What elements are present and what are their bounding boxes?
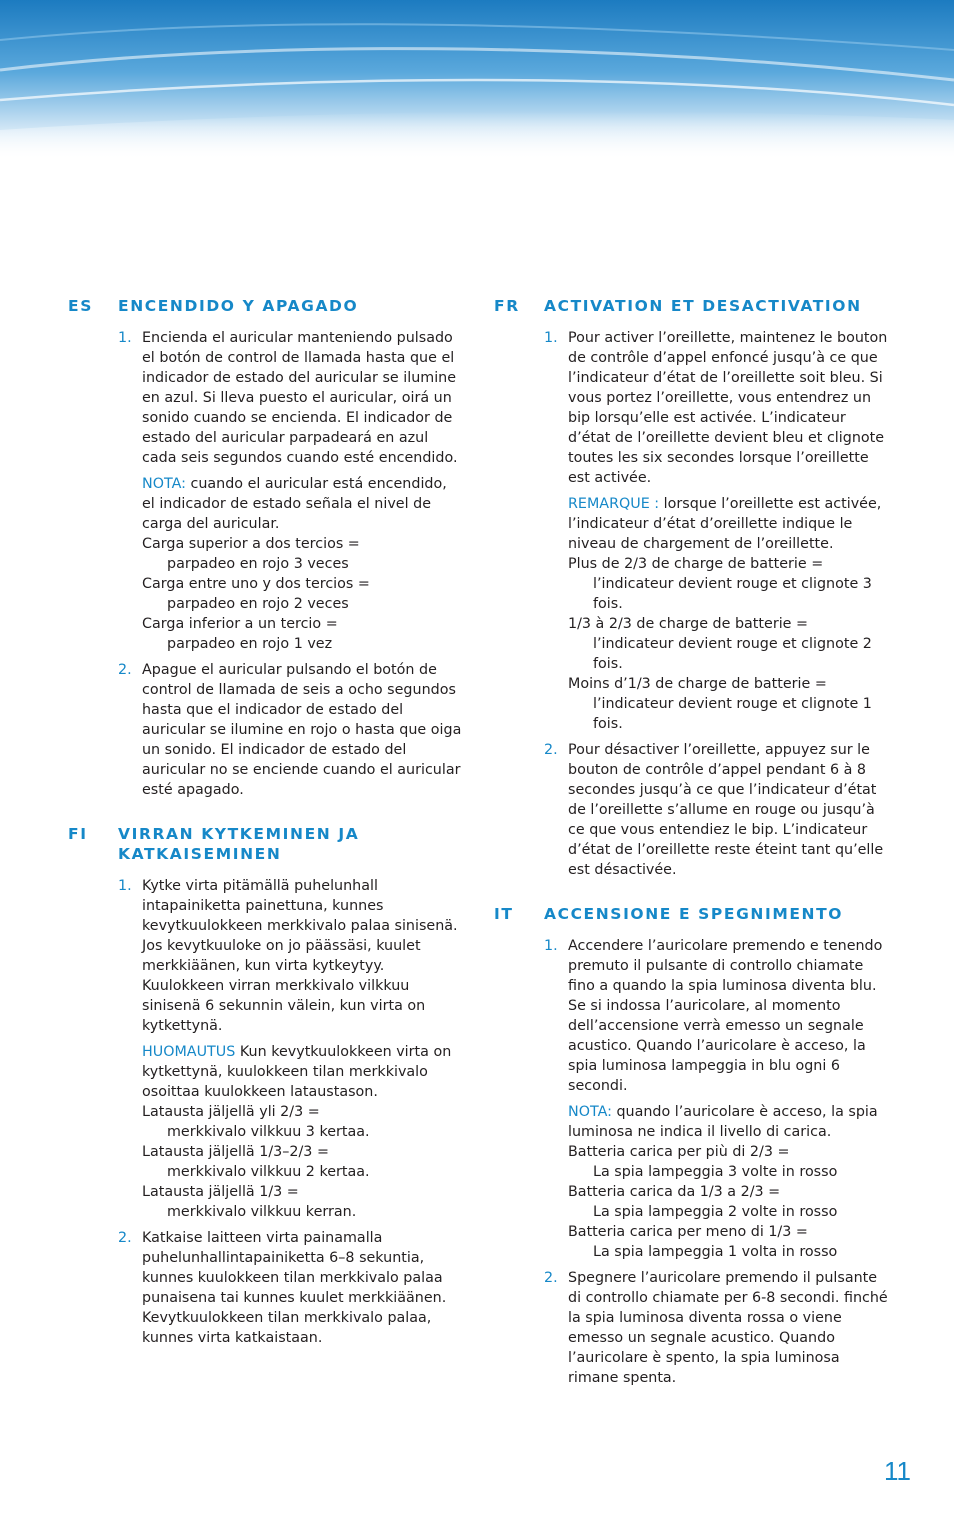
- step-body: [568, 328, 889, 734]
- charge-level-condition: Latausta jäljellä yli 2/3 =: [142, 1104, 320, 1120]
- section-title: ENCENDIDO Y APAGADO: [118, 297, 359, 315]
- step-item: [118, 876, 463, 1222]
- note-label: NOTA:: [568, 1104, 612, 1120]
- charge-level-condition: Moins d’1/3 de charge de batterie =: [568, 676, 827, 692]
- charge-level-condition: Carga superior a dos tercios =: [142, 536, 360, 552]
- section-fr: [494, 296, 889, 880]
- language-code: FI: [68, 825, 88, 843]
- charge-level-condition: Carga entre uno y dos tercios =: [142, 576, 370, 592]
- step-text: Pour activer l’oreillette, maintenez le bouton de contrôle d’appel enfoncé jusqu’à ce que l’indicateur d’état de l’oreillette soit bleu. Si vous portez l’oreillette, vous entendrez un bip lorsqu’elle est activée. L’indicateur d’état de l’oreillette devient bleu et clignote toutes les six secondes lorsque l’oreillette est activée.: [568, 330, 888, 486]
- steps-list: [544, 936, 889, 1388]
- section-title: ACCENSIONE E SPEGNIMENTO: [544, 905, 844, 923]
- page-number: 11: [884, 1456, 911, 1486]
- charge-level-condition: Batteria carica per meno di 1/3 =: [568, 1224, 808, 1240]
- charge-level-result: La spia lampeggia 1 volta in rosso: [593, 1244, 838, 1260]
- charge-level-result: merkkivalo vilkkuu 2 kertaa.: [167, 1164, 370, 1180]
- step-number: 1.: [118, 330, 132, 346]
- section-es: [68, 296, 463, 800]
- charge-level-condition: Batteria carica per più di 2/3 =: [568, 1144, 790, 1160]
- note-label: HUOMAUTUS: [142, 1044, 236, 1060]
- step-item: [544, 936, 889, 1262]
- charge-level-result: merkkivalo vilkkuu kerran.: [167, 1204, 357, 1220]
- charge-level-condition: Latausta jäljellä 1/3 =: [142, 1184, 299, 1200]
- step-body: [568, 936, 889, 1262]
- language-code: FR: [494, 297, 520, 315]
- step-text: Accendere l’auricolare premendo e tenendo premuto il pulsante di controllo chiamate fino a quando la spia luminosa diventa blu. Se si indossa l’auricolare, al momento dell’accensione verrà emesso un segnale acustico. Quando l’auricolare è acceso, la spia luminosa lampeggia in blu ogni 6 secondi.: [568, 938, 883, 1094]
- charge-level-result: l’indicateur devient rouge et clignote 3 fois.: [593, 576, 872, 612]
- note-label: REMARQUE :: [568, 496, 660, 512]
- charge-level-result: l’indicateur devient rouge et clignote 2 fois.: [593, 636, 872, 672]
- step-body: [568, 740, 889, 880]
- charge-level-result: parpadeo en rojo 3 veces: [167, 556, 349, 572]
- section-title: ACTIVATION ET DESACTIVATION: [544, 297, 862, 315]
- note-text: cuando el auricular está encendido, el indicador de estado señala el nivel de carga del auricular.: [142, 476, 447, 532]
- charge-level-result: La spia lampeggia 3 volte in rosso: [593, 1164, 838, 1180]
- header-wave-banner: [0, 0, 954, 160]
- note: [142, 1042, 463, 1102]
- note: [568, 1102, 889, 1142]
- note: [142, 474, 463, 534]
- step-number: 1.: [544, 330, 558, 346]
- step-text: Apague el auricular pulsando el botón de control de llamada de seis a ocho segundos hasta que el indicador de estado del auricular se ilumine en rojo o hasta que oiga un sonido. El indicador de estado del auricular no se enciende cuando el auricular esté apagado.: [142, 662, 462, 798]
- step-text: Spegnere l’auricolare premendo il pulsante di controllo chiamate per 6-8 secondi. finché la spia luminosa diventa rossa o viene emesso un segnale acustico. Quando l’auricolare è spento, la spia luminosa rimane spenta.: [568, 1270, 888, 1386]
- note-text: Kun kevytkuulokkeen virta on kytkettynä, kuulokkeen tilan merkkivalo osoittaa kuulokkeen lataustason.: [142, 1044, 452, 1100]
- charge-level-condition: Plus de 2/3 de charge de batterie =: [568, 556, 824, 572]
- step-item: [544, 740, 889, 880]
- step-item: [118, 1228, 463, 1348]
- section-heading: [68, 296, 463, 316]
- charge-level-result: La spia lampeggia 2 volte in rosso: [593, 1204, 838, 1220]
- step-text: Encienda el auricular manteniendo pulsado el botón de control de llamada hasta que el indicador de estado del auricular se ilumine en azul. Si lleva puesto el auricular, oirá un sonido cuando se encienda. El indicador de estado del auricular parpadeará en azul cada seis segundos cuando esté encendido.: [142, 330, 458, 466]
- step-item: [544, 328, 889, 734]
- language-code: IT: [494, 905, 514, 923]
- step-number: 1.: [544, 938, 558, 954]
- note-text: quando l’auricolare è acceso, la spia luminosa ne indica il livello di carica.: [568, 1104, 878, 1140]
- steps-list: [118, 876, 463, 1348]
- note-text: lorsque l’oreillette est activée, l’indicateur d’état d’oreillette indique le niveau de chargement de l’oreillette.: [568, 496, 882, 552]
- left-column: [68, 296, 463, 1372]
- step-text: Katkaise laitteen virta painamalla puhelunhallintapainiketta 6–8 sekuntia, kunnes kuulokkeen tilan merkkivalo palaa punaisena tai kunnes kuulet merkkiäänen. Kevytkuulokkeen tilan merkkivalo palaa, kunnes virta katkaistaan.: [142, 1230, 447, 1346]
- charge-level-result: l’indicateur devient rouge et clignote 1 fois.: [593, 696, 872, 732]
- charge-level-result: parpadeo en rojo 1 vez: [167, 636, 333, 652]
- step-body: [142, 660, 463, 800]
- step-body: [142, 328, 463, 654]
- step-text: Kytke virta pitämällä puhelunhall intapainiketta painettuna, kunnes kevytkuulokkeen merkkivalo palaa sinisenä. Jos kevytkuuloke on jo päässäsi, kuulet merkkiäänen, kun virta kytkeytyy. Kuulokkeen virran merkkivalo vilkkuu sinisenä 6 sekunnin välein, kun virta on kytkettynä.: [142, 878, 458, 1034]
- charge-level-result: merkkivalo vilkkuu 3 kertaa.: [167, 1124, 370, 1140]
- charge-level-result: parpadeo en rojo 2 veces: [167, 596, 349, 612]
- step-number: 2.: [118, 662, 132, 678]
- step-body: [142, 876, 463, 1222]
- step-text: Pour désactiver l’oreillette, appuyez sur le bouton de contrôle d’appel pendant 6 à 8 secondes jusqu’à ce que l’indicateur d’état de l’oreillette s’allume en rouge ou jusqu’à ce que vous entendiez le bip. L’indicateur d’état de l’oreillette reste éteint tant qu’elle est désactivée.: [568, 742, 884, 878]
- step-item: [118, 328, 463, 654]
- charge-level-condition: 1/3 à 2/3 de charge de batterie =: [568, 616, 808, 632]
- step-body: [142, 1228, 463, 1348]
- step-item: [544, 1268, 889, 1388]
- step-number: 2.: [544, 742, 558, 758]
- charge-level-condition: Latausta jäljellä 1/3–2/3 =: [142, 1144, 329, 1160]
- step-item: [118, 660, 463, 800]
- charge-level-condition: Carga inferior a un tercio =: [142, 616, 338, 632]
- section-fi: [68, 824, 463, 1348]
- section-it: [494, 904, 889, 1388]
- section-heading: [494, 904, 889, 924]
- steps-list: [544, 328, 889, 880]
- charge-level-condition: Batteria carica da 1/3 a 2/3 =: [568, 1184, 781, 1200]
- note: [568, 494, 889, 554]
- step-number: 2.: [118, 1230, 132, 1246]
- language-code: ES: [68, 297, 93, 315]
- note-label: NOTA:: [142, 476, 186, 492]
- steps-list: [118, 328, 463, 800]
- section-heading: [68, 824, 463, 864]
- step-number: 2.: [544, 1270, 558, 1286]
- section-title: VIRRAN KYTKEMINEN JA KATKAISEMINEN: [118, 825, 360, 863]
- step-body: [568, 1268, 889, 1388]
- right-column: [494, 296, 889, 1412]
- step-number: 1.: [118, 878, 132, 894]
- section-heading: [494, 296, 889, 316]
